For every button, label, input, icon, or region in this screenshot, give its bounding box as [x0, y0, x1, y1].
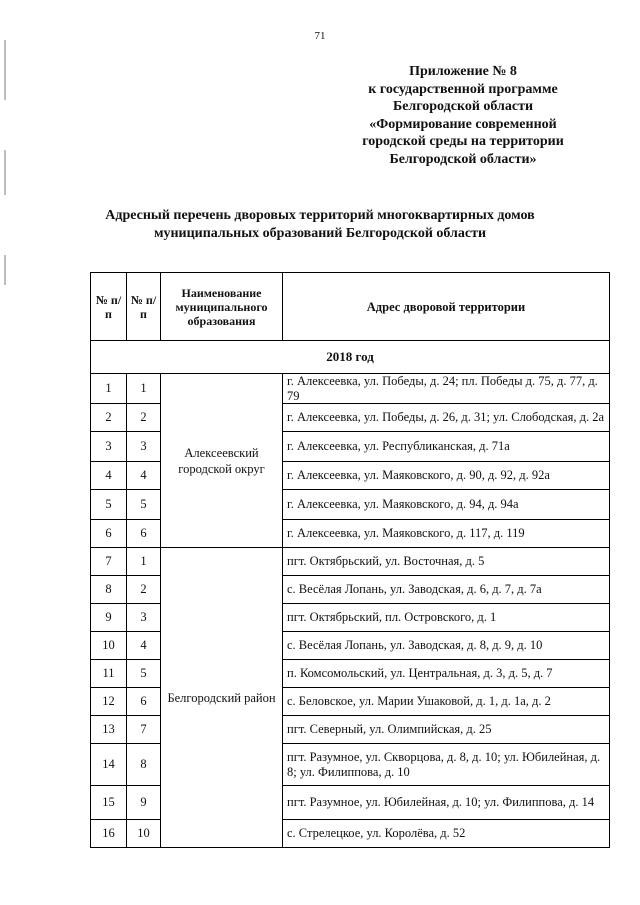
row-number-total: 10 [91, 632, 127, 660]
appendix-line: к государственной программе [368, 81, 558, 97]
row-address: пгт. Северный, ул. Олимпийская, д. 25 [283, 716, 610, 744]
row-number-local: 3 [127, 604, 161, 632]
row-number-total: 3 [91, 432, 127, 462]
appendix-line: Белгородской области [392, 99, 534, 114]
row-number-local: 8 [127, 744, 161, 786]
row-number-local: 9 [127, 786, 161, 820]
scan-margin-mark [4, 255, 6, 285]
address-table [90, 272, 610, 848]
appendix-line: «Формирование современной [369, 116, 557, 132]
row-number-local: 10 [127, 820, 161, 848]
row-number-total: 15 [91, 786, 127, 820]
row-address: с. Беловское, ул. Марии Ушаковой, д. 1, д. 1а, д. 2 [283, 688, 610, 716]
table-header-row [91, 273, 610, 341]
header-num-local: № п/п [127, 273, 161, 341]
row-address: пгт. Октябрьский, ул. Восточная, д. 5 [283, 548, 610, 576]
document-title-line: муниципальных образований Белгородской области [153, 225, 487, 241]
row-number-local: 6 [127, 520, 161, 548]
row-number-local: 2 [127, 404, 161, 432]
row-address: г. Алексеевка, ул. Маяковского, д. 94, д. 94а [283, 490, 610, 520]
table-row [91, 374, 610, 404]
row-address: г. Алексеевка, ул. Республиканская, д. 71а [283, 432, 610, 462]
appendix-line: городской среды на территории [362, 134, 564, 149]
header-municipality: Наименование муниципального образования [161, 273, 283, 341]
row-number-total: 14 [91, 744, 127, 786]
row-address: г. Алексеевка, ул. Маяковского, д. 90, д. 92, д. 92а [283, 462, 610, 490]
row-address: пгт. Октябрьский, пл. Островского, д. 1 [283, 604, 610, 632]
row-address: пгт. Разумное, ул. Юбилейная, д. 10; ул. Филиппова, д. 14 [283, 786, 610, 820]
row-number-local: 4 [127, 462, 161, 490]
scan-margin-mark [4, 40, 6, 100]
row-number-total: 4 [91, 462, 127, 490]
scan-margin-mark [4, 150, 6, 195]
row-number-local: 5 [127, 490, 161, 520]
page-number: 71 [314, 30, 326, 42]
row-number-total: 5 [91, 490, 127, 520]
year-row [91, 341, 610, 374]
row-number-total: 7 [91, 548, 127, 576]
document-title [0, 207, 640, 242]
row-number-total: 2 [91, 404, 127, 432]
row-number-local: 4 [127, 632, 161, 660]
document-title-line: Адресный перечень дворовых территорий многоквартирных домов [105, 208, 535, 223]
appendix-line: Приложение № 8 [409, 64, 517, 79]
table-body [91, 341, 610, 848]
row-address: г. Алексеевка, ул. Маяковского, д. 117, д. 119 [283, 520, 610, 548]
row-number-total: 9 [91, 604, 127, 632]
row-address: с. Весёлая Лопань, ул. Заводская, д. 8, д. 9, д. 10 [283, 632, 610, 660]
row-number-local: 1 [127, 374, 161, 404]
row-address: с. Стрелецкое, ул. Королёва, д. 52 [283, 820, 610, 848]
row-address: пгт. Разумное, ул. Скворцова, д. 8, д. 10; ул. Юбилейная, д. 8; ул. Филиппова, д. 10 [283, 744, 610, 786]
appendix-line: Белгородской области» [389, 151, 537, 167]
row-number-local: 7 [127, 716, 161, 744]
row-number-local: 2 [127, 576, 161, 604]
municipality-name: Белгородский район [161, 548, 283, 848]
row-number-local: 5 [127, 660, 161, 688]
row-number-total: 6 [91, 520, 127, 548]
row-number-local: 1 [127, 548, 161, 576]
row-number-total: 13 [91, 716, 127, 744]
row-number-total: 12 [91, 688, 127, 716]
row-address: г. Алексеевка, ул. Победы, д. 24; пл. Победы д. 75, д. 77, д. 79 [283, 374, 610, 404]
municipality-name: Алексеевский городской округ [161, 374, 283, 548]
appendix-header [338, 63, 588, 168]
row-number-total: 1 [91, 374, 127, 404]
header-address: Адрес дворовой территории [283, 273, 610, 341]
header-num-total: № п/п [91, 273, 127, 341]
row-number-total: 16 [91, 820, 127, 848]
row-number-local: 3 [127, 432, 161, 462]
row-address: г. Алексеевка, ул. Победы, д. 26, д. 31; ул. Слободская, д. 2а [283, 404, 610, 432]
row-number-total: 11 [91, 660, 127, 688]
row-number-total: 8 [91, 576, 127, 604]
row-address: п. Комсомольский, ул. Центральная, д. 3, д. 5, д. 7 [283, 660, 610, 688]
row-address: с. Весёлая Лопань, ул. Заводская, д. 6, д. 7, д. 7а [283, 576, 610, 604]
table-row [91, 548, 610, 576]
year-label: 2018 год [91, 341, 610, 374]
row-number-local: 6 [127, 688, 161, 716]
